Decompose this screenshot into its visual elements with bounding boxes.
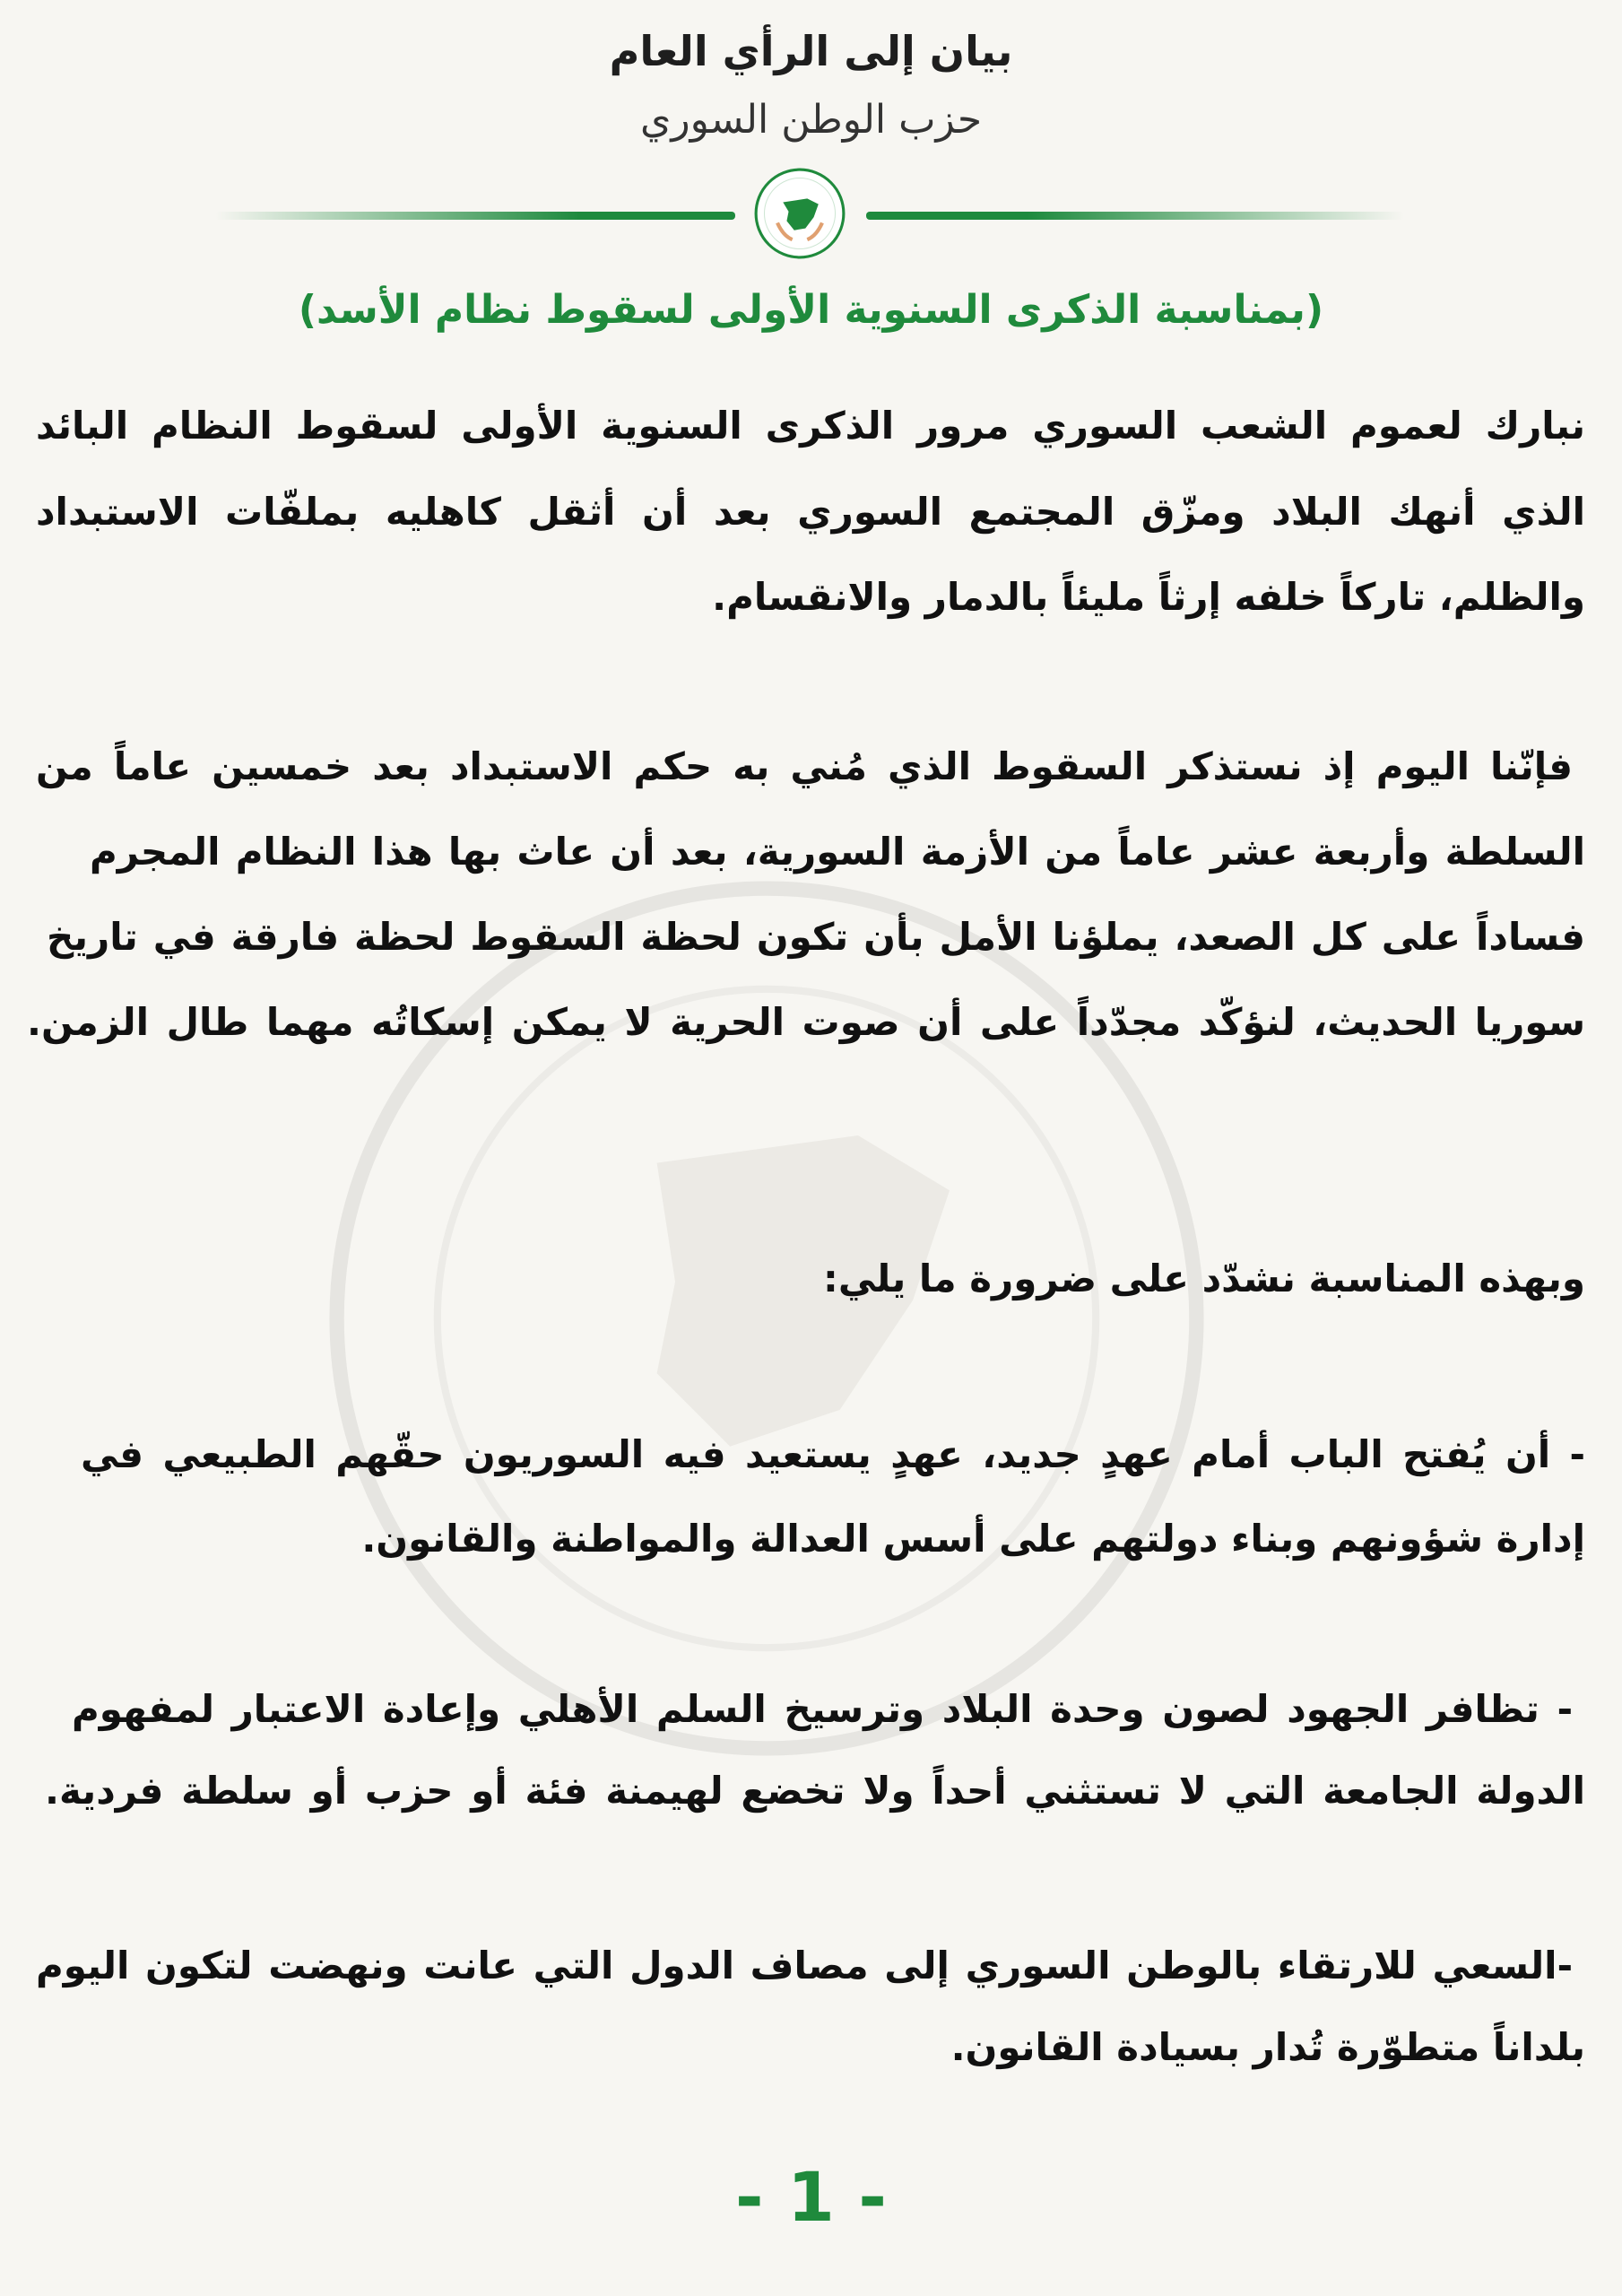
demands-intro: وبهذه المناسبة نشدّد على ضرورة ما يلي:	[823, 1257, 1585, 1300]
occasion-subtitle: (بمناسبة الذكرى السنوية الأولى لسقوط نظام الأسد)	[298, 287, 1324, 333]
statement-title: بيان إلى الرأي العام	[609, 27, 1013, 75]
party-name: حزب الوطن السوري	[639, 97, 983, 143]
text-line: - تظافر الجهود لصون وحدة البلاد وترسيخ السلم الأهلي وإعادة الاعتبار لمفهوم	[72, 1687, 1573, 1731]
text-line: - أن يُفتح الباب أمام عهدٍ جديد، عهدٍ يستعيد فيه السوريون حقّهم الطبيعي في	[81, 1432, 1585, 1476]
header-divider-right	[866, 212, 1404, 220]
text-line: الذي أنهك البلاد ومزّق المجتمع السوري بعد أن أثقل كاهليه بملفّات الاستبداد	[36, 490, 1585, 534]
text-line: نبارك لعموم الشعب السوري مرور الذكرى السنوية الأولى لسقوط النظام البائد	[36, 404, 1585, 448]
page-number: - 1 -	[735, 2157, 887, 2237]
text-line: سوريا الحديث، لنؤكّد مجدّداً على أن صوت الحرية لا يمكن إسكاتُه مهما طال الزمن.	[27, 1000, 1585, 1044]
text-line: الدولة الجامعة التي لا تستثني أحداً ولا تخضع لهيمنة فئة أو حزب أو سلطة فردية.	[45, 1769, 1585, 1813]
text-line: السلطة وأربعة عشر عاماً من الأزمة السورية، بعد أن عاث بها هذا النظام المجرم	[90, 830, 1585, 874]
text-line: -السعي للارتقاء بالوطن السوري إلى مصاف الدول التي عانت ونهضت لتكون اليوم	[36, 1944, 1573, 1987]
party-logo-icon	[753, 167, 846, 260]
text-line: فإنّنا اليوم إذ نستذكر السقوط الذي مُني به حكم الاستبداد بعد خمسين عاماً من	[36, 744, 1573, 788]
header-divider-left	[215, 212, 735, 220]
text-line: والظلم، تاركاً خلفه إرثاً مليئاً بالدمار والانقسام.	[712, 575, 1585, 619]
text-line: فساداً على كل الصعد، يملؤنا الأمل بأن تكون لحظة السقوط لحظة فارقة في تاريخ	[47, 915, 1585, 959]
text-line: بلداناً متطوّرة تُدار بسيادة القانون.	[950, 2025, 1585, 2069]
text-line: إدارة شؤونهم وبناء دولتهم على أسس العدالة والمواطنة والقانون.	[361, 1517, 1585, 1561]
